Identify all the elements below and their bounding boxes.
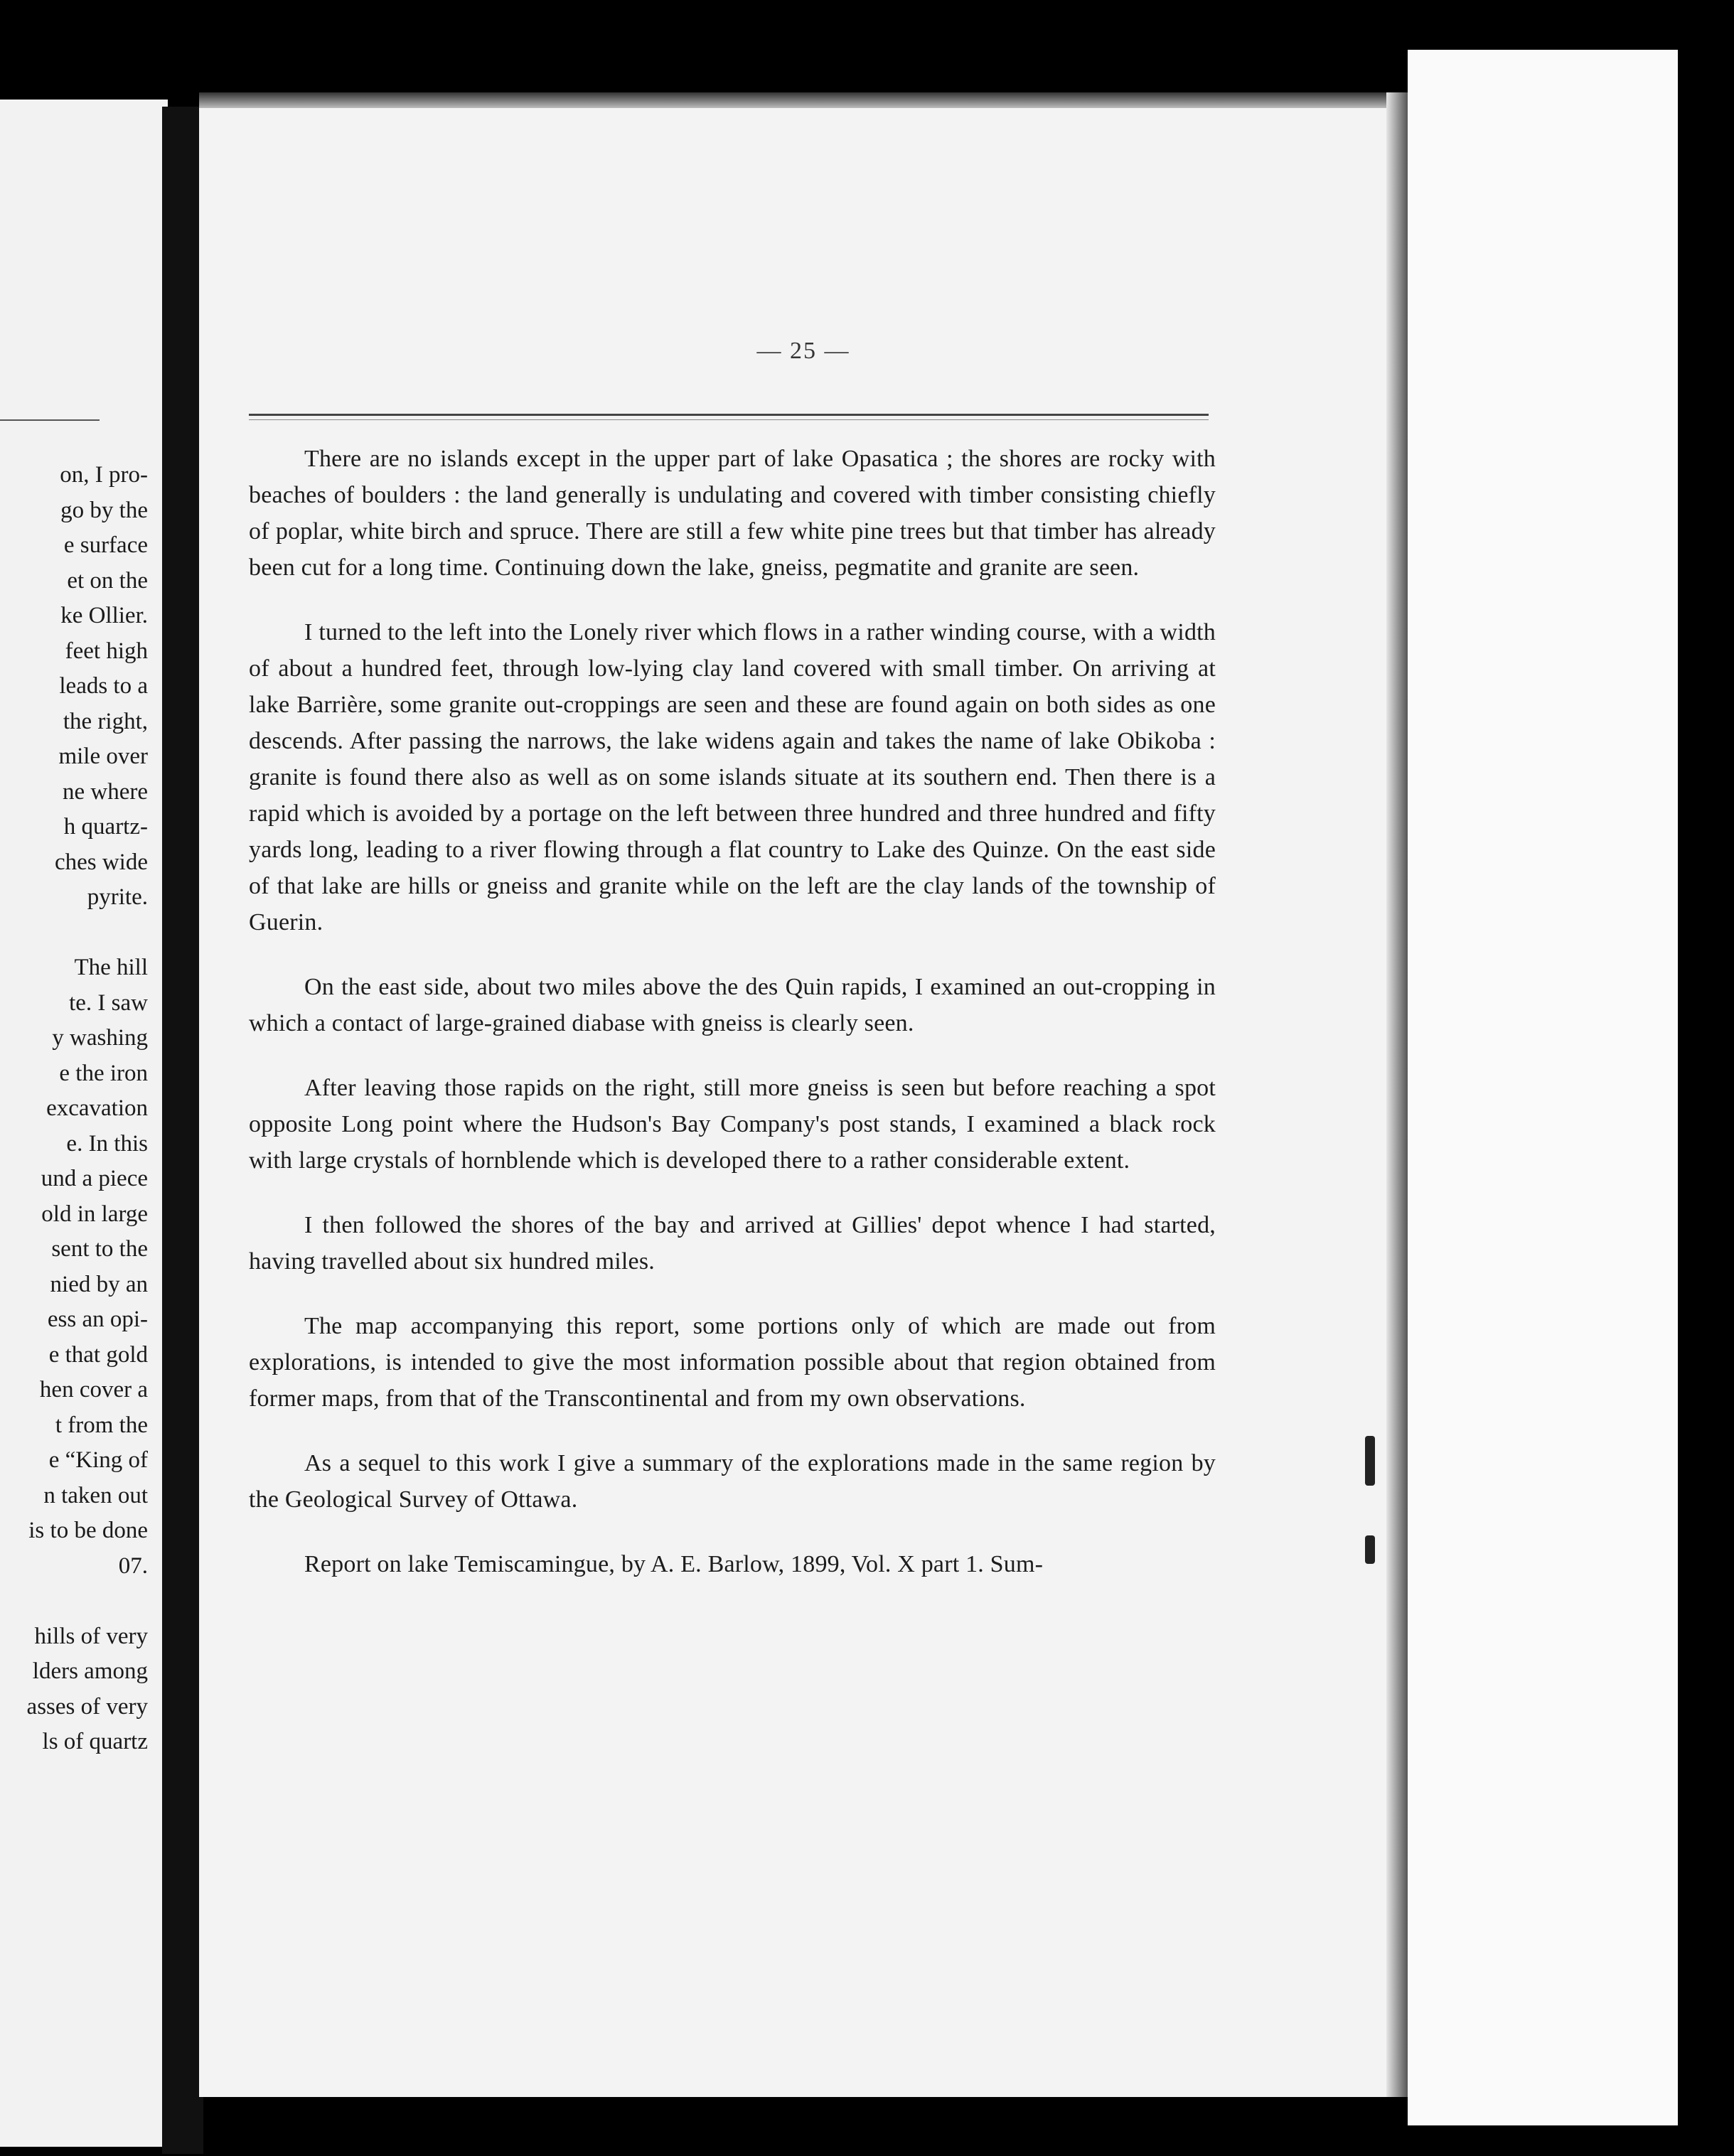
left-page-line: ls of quartz (42, 1729, 148, 1754)
left-page-line: hills of very (34, 1623, 148, 1649)
left-page-line: on, I pro- (60, 462, 148, 488)
left-page-line: t from the (55, 1412, 148, 1438)
left-page-line: ess an opi- (47, 1307, 148, 1332)
left-page-header-rule (0, 419, 100, 421)
left-page-line: old in large (41, 1201, 148, 1227)
paragraph: Report on lake Temiscamingue, by A. E. Barlow, 1899, Vol. X part 1. Sum- (304, 1551, 1044, 1577)
left-page-line: e “King of (48, 1447, 148, 1473)
left-page-line: the right, (63, 708, 148, 734)
left-page-line: ches wide (54, 849, 148, 875)
left-page-line: asses of very (26, 1693, 148, 1720)
left-page-line: nied by an (50, 1271, 148, 1297)
page-top-edge (199, 92, 1408, 108)
left-page-line: hen cover a (39, 1377, 148, 1403)
left-page-line: h quartz- (63, 814, 148, 840)
paragraph: I then followed the shores of the bay and arrived at Gillies' depot whence I had started, having travelled about six hundred miles. (249, 1212, 1216, 1275)
left-facing-page (0, 100, 168, 2147)
left-page-line: go by the (60, 497, 148, 523)
left-page-line: leads to a (59, 673, 148, 699)
left-page-line: et on the (67, 567, 148, 594)
left-page-line: sent to the (51, 1236, 148, 1262)
paragraph: The map accompanying this report, some portions only of which are made out from explorations, is intended to give the most information possible about that region obtained from former maps, from that of the Transcontinental and from my own observations. (249, 1313, 1216, 1412)
paragraph: As a sequel to this work I give a summary of the explorations made in the same region by the Geological Survey of Ottawa. (249, 1450, 1216, 1513)
left-page-line: mile over (58, 744, 148, 769)
binding-clip-mark (1365, 1535, 1375, 1564)
left-page-line: y washing (52, 1025, 148, 1051)
left-page-line: excavation (46, 1095, 148, 1121)
paragraph: On the east side, about two miles above the des Quin rapids, I examined an out-cropping in which a contact of large-grained diabase with gneiss is clearly seen. (249, 974, 1216, 1036)
left-page-line: is to be done (28, 1518, 148, 1543)
page-number: — 25 — (756, 338, 850, 364)
paragraph: I turned to the left into the Lonely river which flows in a rather winding course, with a width of about a hundred feet, through low-lying clay land covered with small timber. On arriving at lake Barrière, some granite out-croppings are seen and these are found again on both sides as one descends. After passing the narrows, the lake widens again and takes the name of lake Obikoba : granite is found there also as well as on some islands situate at its southern end. Then there is a rapid which is avoided by a portage on the left between three hundred and three hundred and fifty yards long, leading to a river flowing through a flat country to Lake des Quinze. On the east side of that lake are hills or gneiss and granite while on the left are the clay lands of the township of Guerin. (249, 619, 1216, 935)
left-page-line: e the iron (59, 1060, 148, 1086)
paragraph: There are no islands except in the upper part of lake Opasatica ; the shores are rocky with beaches of boulders : the land generally is undulating and covered with timber consisting chiefly of poplar, white birch and spruce. There are still a few white pine trees but that timber has already been cut for a long time. Continuing down the lake, gneiss, pegmatite and granite are seen. (249, 446, 1216, 581)
header-rule (249, 414, 1209, 416)
right-background-card (1408, 50, 1678, 2125)
header-rule-thin (249, 419, 1209, 420)
body-text (249, 441, 1216, 1582)
left-page-line: 07. (118, 1552, 148, 1579)
left-page-line: lders among (32, 1658, 148, 1684)
left-page-line: ke Ollier. (60, 603, 148, 628)
left-page-line: e surface (63, 532, 148, 558)
left-page-line: pyrite. (87, 884, 148, 910)
book-gutter (162, 107, 203, 2154)
left-page-line: feet high (65, 638, 148, 664)
left-page-line: te. I saw (69, 989, 148, 1016)
left-page-line: e. In this (66, 1130, 148, 1157)
left-page-line: ne where (62, 778, 148, 805)
main-page (199, 92, 1408, 2097)
left-page-line: n taken out (43, 1482, 148, 1508)
left-page-line: und a piece (41, 1166, 148, 1191)
page-right-edge (1386, 92, 1408, 2097)
left-page-line: e that gold (48, 1341, 148, 1368)
left-page-line: The hill (74, 955, 148, 980)
binding-clip-mark (1365, 1436, 1375, 1486)
paragraph: After leaving those rapids on the right, still more gneiss is seen but before reaching a spot opposite Long point where the Hudson's Bay Company's post stands, I examined a black rock with large crystals of hornblende which is developed there to a rather considerable extent. (249, 1075, 1216, 1174)
